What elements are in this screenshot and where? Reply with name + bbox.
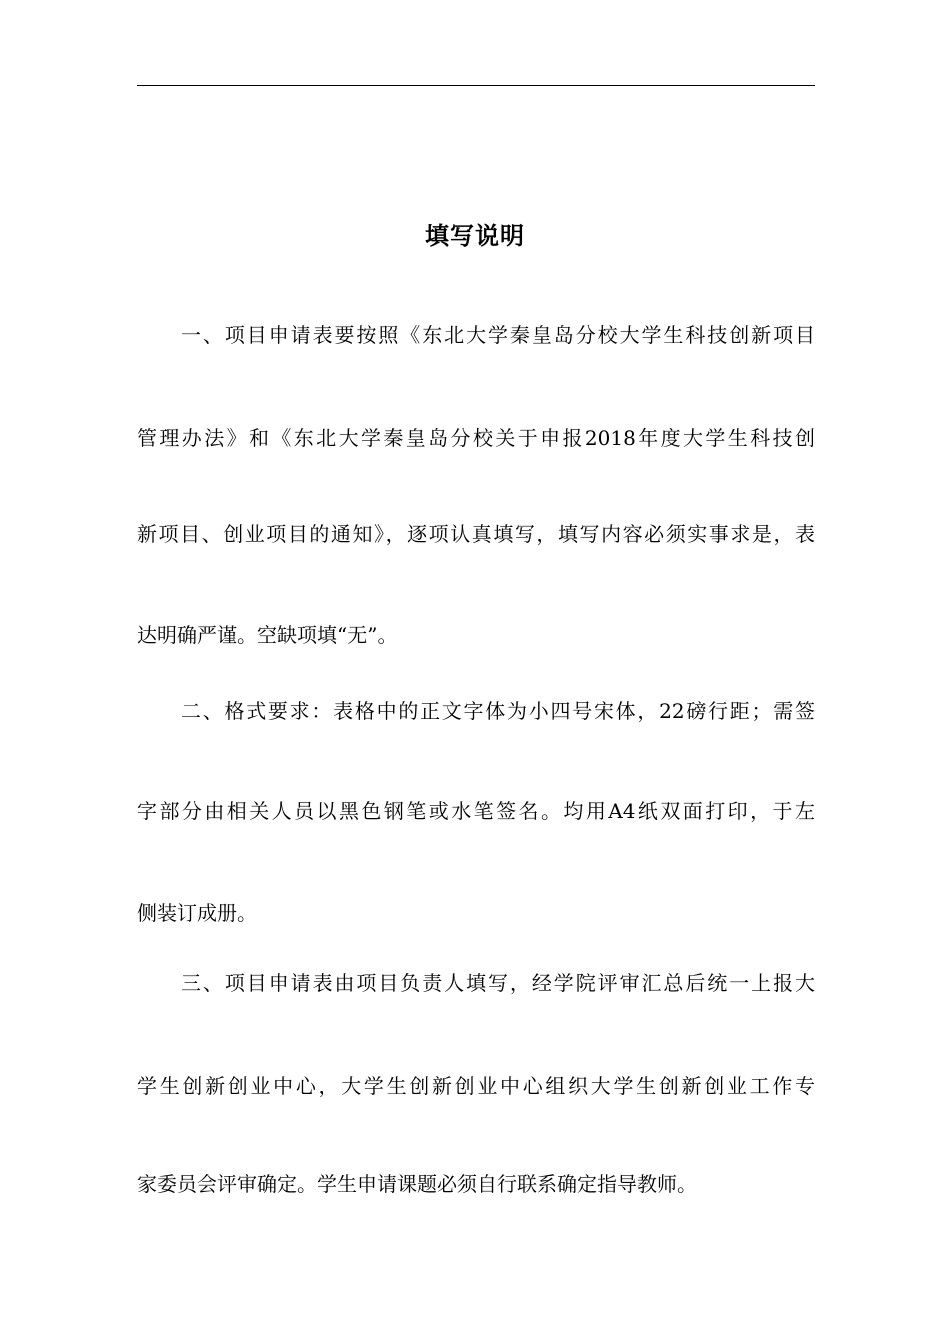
- paragraph-line: 二、格式要求：表格中的正文字体为小四号宋体，22磅行距；需签: [181, 699, 815, 723]
- paragraph-line: 一、项目申请表要按照《东北大学秦皇岛分校大学生科技创新项目: [181, 323, 815, 347]
- paragraph-line: 管理办法》和《东北大学秦皇岛分校关于申报2018年度大学生科技创: [137, 426, 815, 450]
- paragraph-line: 三、项目申请表由项目负责人填写，经学院评审汇总后统一上报大: [181, 971, 815, 995]
- page-title: 填写说明: [425, 221, 525, 250]
- paragraph-line: 侧装订成册。: [137, 901, 257, 925]
- paragraph-line: 字部分由相关人员以黑色钢笔或水笔签名。均用A4纸双面打印，于左: [137, 799, 815, 823]
- paragraph-line: 达明确严谨。空缺项填“无”。: [137, 623, 398, 647]
- header-rule: [137, 85, 815, 86]
- paragraph-line: 新项目、创业项目的通知》，逐项认真填写，填写内容必须实事求是，表: [137, 522, 815, 546]
- paragraph-line: 家委员会评审确定。学生申请课题必须自行联系确定指导教师。: [137, 1172, 697, 1196]
- paragraph-line: 学生创新创业中心，大学生创新创业中心组织大学生创新创业工作专: [137, 1074, 815, 1098]
